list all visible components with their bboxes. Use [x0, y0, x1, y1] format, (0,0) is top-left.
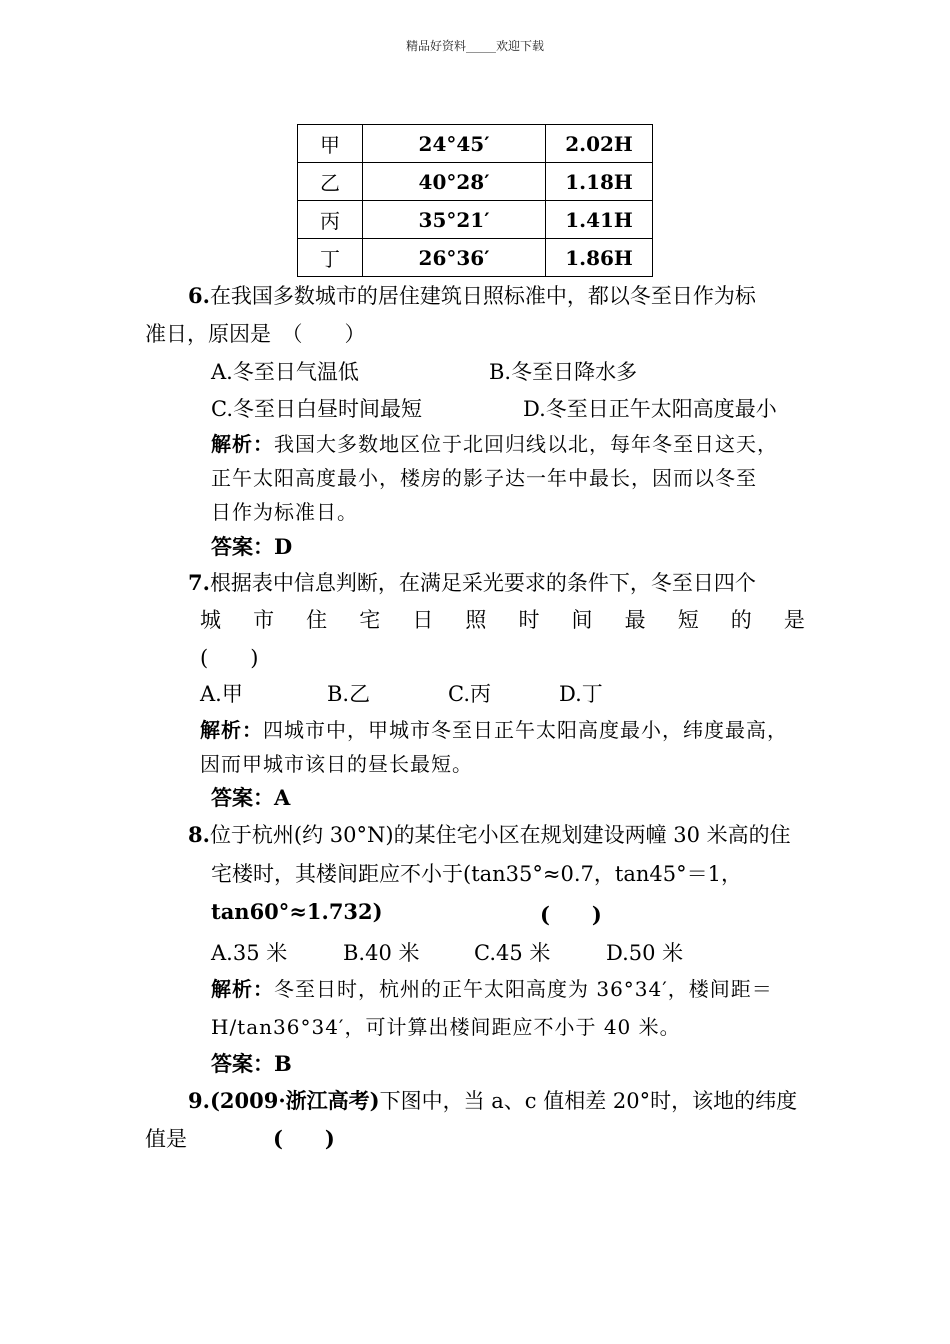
table-row [298, 201, 653, 239]
q7-option-c: C.丙 [448, 682, 491, 706]
q8-number: 8. [188, 822, 210, 847]
q6-option-d: D.冬至日正午太阳高度最小 [523, 397, 777, 421]
q9-source: (2009·浙江高考) [209, 1088, 380, 1113]
q7-stem-char: 时 [518, 608, 540, 632]
q6-explanation-text: 我国大多数地区位于北回归线以北，每年冬至日这天， [274, 432, 778, 456]
q8-option-d: D.50 米 [606, 941, 684, 965]
table-cell-latitude: 26°36′ [363, 239, 546, 277]
q9-stem-text: 下图中，当 a、c 值相差 20°时，该地的纬度 [379, 1089, 798, 1113]
q7-stem-char: 日 [412, 608, 434, 632]
q8-stem-line1 [188, 819, 791, 849]
q7-option-b: B.乙 [327, 682, 371, 706]
q6-option-a: A.冬至日气温低 [211, 360, 359, 384]
q7-number: 7. [188, 570, 210, 595]
q7-stem-line2 [200, 604, 805, 634]
q8-bracket: ( ) [540, 902, 602, 927]
q8-option-a: A.35 米 [211, 941, 288, 965]
q7-stem-char: 住 [306, 608, 328, 632]
q8-stem-line2: 宅楼时，其楼间距应不小于(tan35°≈0.7，tan45°＝1， [211, 862, 742, 886]
q6-stem-line2: 准日，原因是 （ ） [145, 322, 366, 346]
q8-stem-text: 位于杭州(约 30°N)的某住宅小区在规划建设两幢 30 米高的住 [209, 823, 791, 847]
q6-stem-line1 [188, 280, 756, 310]
q7-stem-char: 短 [677, 608, 699, 632]
table-cell-ratio: 1.86H [546, 239, 653, 277]
q6-option-b: B.冬至日降水多 [489, 360, 638, 384]
q6-answer: 答案：D [211, 534, 293, 559]
q8-explanation-line2: H/tan36°34′，可计算出楼间距应不小于 40 米。 [211, 1015, 681, 1039]
q6-stem-text: 在我国多数城市的居住建筑日照标准中，都以冬至日作为标 [209, 284, 756, 308]
page-header: 精品好资料_____欢迎下载 [405, 39, 544, 53]
q9-stem-line1 [188, 1085, 797, 1115]
q7-stem-line1 [188, 567, 756, 597]
q6-explanation-line1 [211, 428, 778, 457]
q8-stem-line3: tan60°≈1.732) [211, 899, 383, 924]
table-cell-latitude: 40°28′ [363, 163, 546, 201]
q9-number: 9. [188, 1088, 210, 1113]
q8-explanation-text: 冬至日时，杭州的正午太阳高度为 36°34′，楼间距＝ [274, 977, 773, 1001]
table-cell-city: 甲 [298, 125, 363, 163]
table-cell-latitude: 35°21′ [363, 201, 546, 239]
table-row [298, 125, 653, 163]
q8-answer: 答案：B [211, 1051, 292, 1076]
q6-number: 6. [188, 283, 210, 308]
q7-explanation-line2: 因而甲城市该日的昼长最短。 [200, 752, 473, 776]
q7-stem-char: 间 [571, 608, 593, 632]
table-cell-city: 丙 [298, 201, 363, 239]
q9-bracket: ( ) [273, 1126, 335, 1151]
q7-explanation-line1 [200, 714, 788, 743]
q7-stem-char: 照 [465, 608, 487, 632]
q6-option-c: C.冬至日白昼时间最短 [211, 397, 422, 421]
table-row [298, 163, 653, 201]
q7-stem-text: 根据表中信息判断，在满足采光要求的条件下，冬至日四个 [209, 571, 756, 595]
q7-answer: 答案：A [211, 785, 291, 810]
table-cell-city: 乙 [298, 163, 363, 201]
q6-explanation-label: 解析： [211, 432, 274, 456]
q8-explanation-label: 解析： [211, 977, 274, 1001]
q7-stem-char: 最 [624, 608, 646, 632]
q7-bracket: ( ) [200, 646, 259, 670]
q7-option-d: D.丁 [559, 682, 603, 706]
q7-stem-char: 宅 [359, 608, 381, 632]
q7-explanation-label: 解析： [200, 718, 263, 742]
q7-stem-char: 市 [253, 608, 275, 632]
q8-explanation-line1 [211, 973, 773, 1002]
table-cell-ratio: 1.18H [546, 163, 653, 201]
table-row [298, 239, 653, 277]
q7-explanation-text: 四城市中，甲城市冬至日正午太阳高度最小，纬度最高， [263, 718, 788, 742]
q7-stem-char: 是 [783, 608, 805, 632]
q8-option-c: C.45 米 [474, 941, 551, 965]
table-cell-ratio: 2.02H [546, 125, 653, 163]
latitude-table [297, 124, 653, 277]
table-cell-city: 丁 [298, 239, 363, 277]
table-cell-ratio: 1.41H [546, 201, 653, 239]
q7-stem-char: 城 [200, 608, 221, 632]
table-cell-latitude: 24°45′ [363, 125, 546, 163]
q7-option-a: A.甲 [200, 682, 243, 706]
q7-stem-char: 的 [730, 608, 752, 632]
q8-option-b: B.40 米 [343, 941, 420, 965]
q6-explanation-line2: 正午太阳高度最小，楼房的影子达一年中最长，因而以冬至 [211, 466, 757, 490]
q9-stem-line2: 值是 [145, 1127, 187, 1151]
q6-explanation-line3: 日作为标准日。 [211, 500, 358, 524]
